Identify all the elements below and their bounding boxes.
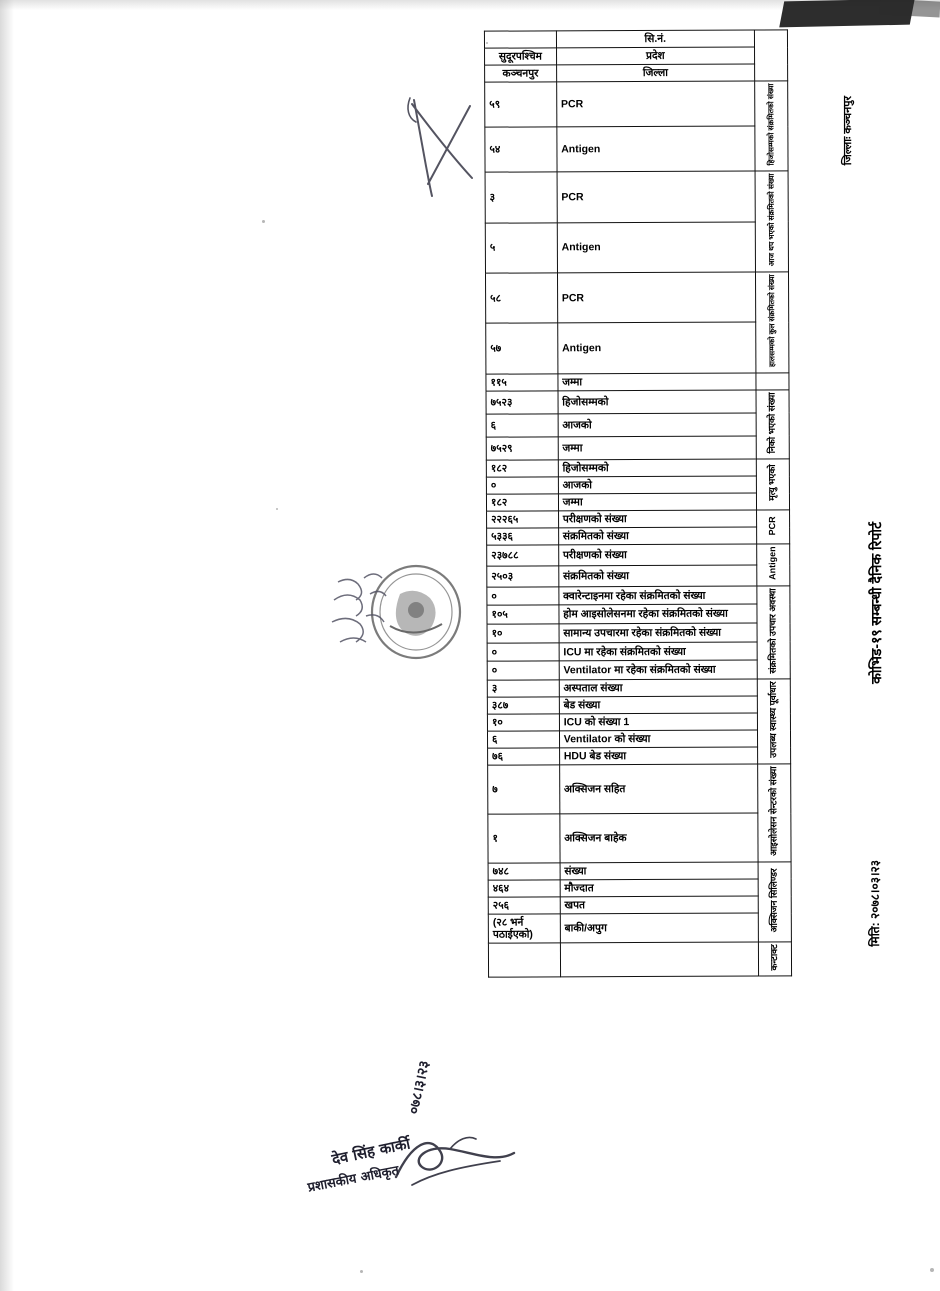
table-header-row [484, 30, 787, 48]
row-value: ४६४ [488, 880, 560, 897]
row-label: PCR [556, 81, 754, 127]
row-label: परीक्षणको संख्या [558, 544, 756, 566]
scan-speck [930, 1268, 934, 1272]
official-stamp [330, 530, 470, 680]
row-group-label [756, 373, 789, 390]
row-label: सामान्य उपचारमा रहेका संक्रमितको संख्या [559, 623, 757, 643]
row-value: ६ [486, 414, 558, 437]
row-value: १ [488, 814, 560, 863]
row-label: अक्सिजन बाहेक [560, 813, 758, 863]
row-label: खपत [560, 896, 758, 914]
row-value: २२२६५ [487, 511, 559, 528]
row-group-label [756, 459, 789, 510]
group-label-text: Antigen [767, 546, 778, 581]
row-group-label [756, 390, 790, 459]
header-cell-left: सुदूरपश्चिम [485, 48, 557, 65]
handwritten-officer-name: देव सिंह कार्की [330, 1134, 412, 1169]
table-row [488, 879, 791, 897]
table-row [487, 660, 790, 680]
row-group-label [757, 764, 791, 862]
row-group-label [757, 679, 791, 764]
row-value: ० [487, 587, 559, 606]
row-label: आजको [558, 476, 756, 494]
row-label: HDU बेड संख्या [559, 747, 757, 765]
table-row [485, 222, 788, 274]
header-cell-right: जिल्ला [556, 64, 754, 82]
row-label: बेड संख्या [559, 696, 757, 714]
table-row [487, 679, 790, 697]
table-row [486, 413, 789, 437]
group-label-text: हिजोसम्मको संक्रमितको संख्या [766, 83, 776, 166]
scan-speck [360, 1270, 363, 1273]
group-label-text: अक्सिजन सिलिण्डर [768, 868, 780, 933]
handwritten-officer-role: प्रशासकीय अधिकृत [306, 1163, 401, 1196]
table-header-row [485, 64, 788, 82]
handwritten-checkmark [404, 92, 484, 212]
row-value: १०५ [487, 605, 559, 624]
group-label-text: आइसोलेसन सेन्टरको संख्या [768, 766, 779, 857]
group-label-text: संक्रमितको उपचार अवस्था [767, 588, 778, 674]
scan-speck [262, 220, 265, 223]
row-label: अक्सिजन सहित [559, 764, 757, 814]
row-label: संख्या [560, 862, 758, 880]
table-row [487, 713, 790, 731]
table-row [488, 913, 791, 943]
row-value: ० [486, 477, 558, 494]
table-row [486, 390, 789, 414]
scan-corner-blot-secondary [880, 0, 940, 18]
group-label-text: मृत्यु भएको [767, 464, 778, 502]
table-row [488, 896, 791, 914]
row-label: परीक्षणको संख्या [558, 510, 756, 528]
table-row [488, 747, 791, 765]
report-title: कोभिड-१९ सम्बन्धी दैनिक रिपोर्ट [868, 522, 884, 684]
table-row [487, 565, 790, 587]
row-label: Antigen [557, 222, 755, 273]
row-value: ० [487, 643, 559, 662]
table-row [485, 272, 788, 324]
table-row [488, 942, 791, 977]
row-label: हिजोसम्मको [558, 459, 756, 477]
table-row [488, 862, 791, 880]
table-header-row [485, 47, 788, 65]
scan-edge-shadow-left [0, 0, 14, 1291]
header-cell-left: कञ्चनपुर [485, 65, 557, 82]
row-value: ६ [487, 731, 559, 748]
group-label-text: निको भएको संख्या [766, 392, 777, 454]
row-label: PCR [557, 171, 755, 222]
row-label: Ventilator मा रहेका संक्रमितको संख्या [559, 660, 757, 680]
table-row [487, 730, 790, 748]
table-row [486, 476, 789, 494]
row-group-label [757, 586, 791, 679]
group-label-text: आज थप भएको संक्रमितको संख्या [766, 173, 776, 267]
row-value: ७६ [488, 748, 560, 765]
table-row [487, 696, 790, 714]
row-value: ७५२३ [486, 391, 558, 414]
row-label: होम आइसोलेसनमा रहेका संक्रमितको संख्या [559, 604, 757, 624]
row-value: ३ [487, 680, 559, 697]
row-value: ५४ [485, 127, 557, 172]
daily-covid-report-table [484, 29, 792, 978]
row-label: Antigen [557, 126, 755, 172]
table-row [486, 459, 789, 477]
table-row [487, 642, 790, 662]
row-value: ७५२९ [486, 437, 558, 460]
header-cell-left [484, 31, 556, 48]
row-value: ३८७ [487, 697, 559, 714]
table-row [488, 813, 791, 863]
row-value [488, 943, 560, 977]
row-value: १८२ [486, 494, 558, 511]
table-row [487, 604, 790, 624]
table-row [487, 586, 790, 606]
row-value: २३७८८ [487, 545, 559, 566]
table-row [487, 623, 790, 643]
row-label: जम्मा [558, 436, 756, 460]
row-value: ५८ [485, 273, 557, 324]
row-label: जम्मा [558, 493, 756, 511]
table-row [487, 527, 790, 545]
row-value: १० [487, 624, 559, 643]
row-value: (२८ भर्न पठाईएको) [488, 914, 560, 943]
scan-corner-blot [779, 0, 915, 27]
row-label: बाकी/अपुग [560, 913, 758, 943]
row-label: PCR [557, 272, 755, 323]
row-group-label [755, 272, 789, 373]
row-value: ० [487, 661, 559, 680]
row-label: ICU को संख्या 1 [559, 713, 757, 731]
group-label-text: PCR [767, 516, 778, 536]
row-label: ICU मा रहेका संक्रमितको संख्या [559, 642, 757, 662]
report-date: मिति: २०७८।०३।२३ [868, 860, 882, 947]
row-label: संक्रमितको संख्या [558, 527, 756, 545]
row-label: आजको [558, 413, 756, 437]
table-row [485, 171, 788, 223]
row-value: १० [487, 714, 559, 731]
row-value: २५०३ [487, 566, 559, 587]
table-row [486, 436, 789, 460]
table-row [485, 126, 788, 172]
row-value: ७ [488, 765, 560, 814]
row-label: हिजोसम्मको [558, 390, 756, 414]
row-value: २५६ [488, 897, 560, 914]
table-row [486, 373, 789, 391]
row-label [560, 942, 758, 977]
row-label: क्वारेन्टाइनमा रहेका संक्रमितको संख्या [559, 586, 757, 606]
group-label-text: हालसम्मको कुल संक्रमितको संख्या [766, 274, 777, 368]
row-label: अस्पताल संख्या [559, 679, 757, 697]
row-group-label [756, 510, 789, 544]
scan-edge-shadow-top [0, 0, 940, 10]
row-value: ३ [485, 172, 557, 223]
table-row [488, 764, 791, 814]
row-group-label [755, 171, 789, 272]
table-row [486, 493, 789, 511]
district-label: जिल्लाः कञ्चनपुर [842, 96, 854, 166]
row-value: ५३३६ [487, 528, 559, 545]
table-row [487, 510, 790, 528]
table-row [486, 322, 789, 374]
table-row [487, 544, 790, 566]
header-group-cell [754, 30, 787, 81]
row-value: १८२ [486, 460, 558, 477]
scan-speck [276, 508, 278, 510]
row-label: मौज्दात [560, 879, 758, 897]
table-row [485, 81, 788, 127]
group-label-text: कन्टाक्ट [769, 944, 780, 971]
row-group-label [758, 862, 792, 942]
row-label: Ventilator को संख्या [559, 730, 757, 748]
row-label: जम्मा [558, 373, 756, 391]
row-group-label [756, 544, 789, 586]
row-group-label [758, 942, 791, 976]
row-value: ५७ [486, 323, 558, 374]
row-value: ११५ [486, 374, 558, 391]
header-cell-right: सि.नं. [556, 30, 754, 48]
row-value: ५९ [485, 82, 557, 127]
handwritten-date: ०७८।३।२३ [405, 1059, 433, 1116]
row-value: ५ [485, 223, 557, 274]
row-value: ७४८ [488, 863, 560, 880]
row-label: संक्रमितको संख्या [559, 565, 757, 587]
group-label-text: उपलब्ध स्वास्थ्य पूर्वाधार [767, 681, 779, 759]
row-label: Antigen [557, 322, 755, 373]
row-group-label [754, 81, 788, 171]
header-cell-right: प्रदेश [556, 47, 754, 65]
